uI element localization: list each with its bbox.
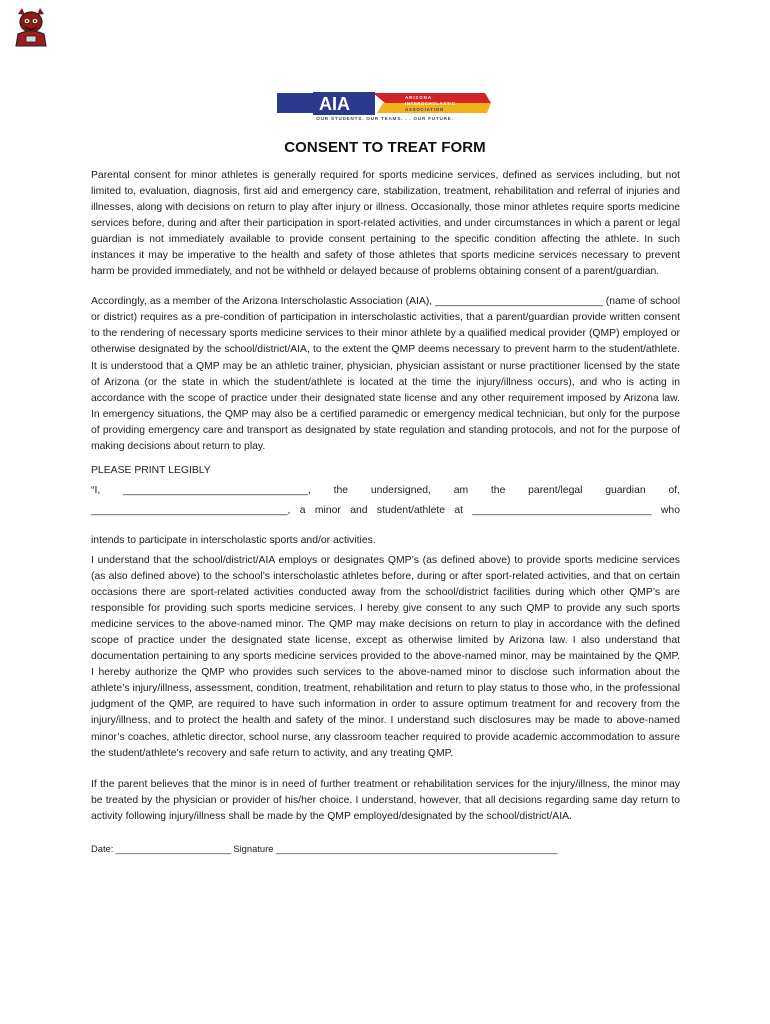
intro-paragraph: Parental consent for minor athletes is generally required for sports medicine services, defined as services including, but not limited to, evaluation, diagnosis, first aid and emergency care, stabilization, treatment, rehabilitation and referral of injuries and illnesses, along with decisions on return to play after injury or illness. Occasionally, those minor athletes require sports medicine services before, during and after their participation in sport-related activities, and under circumstances in which a parent or legal guardian is not immediately available to provide consent pertaining to the specific condition affecting the athlete. In such instances it may be imperative to the health and safety of those athletes that sports medicine services necessary to prevent harm be provided immediately, and not be withheld or delayed because of problems obtaining consent of a parent/guardian. xyxy=(91,170,680,278)
intends-line: intends to participate in interscholastic sports and/or activities. xyxy=(91,534,376,546)
membership-paragraph: Accordingly, as a member of the Arizona Interscholastic Association (AIA), _____________________________ (name of school or district) requires as a pre-condition of participation in interscholastic activities, that a parent/guardian provide written consent to the rendering of necessary sports medicine services to their minor athlete by a qualified medical provider (QMP) employed or otherwise designated by the school/district/AIA, to the extent the QMP deems necessary to prevent harm to the student/athlete. It is understood that a QMP may be an athletic trainer, physician, physician assistant or nurse practitioner licensed by the state of Arizona (or the state in which the student/athlete is located at the time the injury/illness occurs), and who is acting in accordance with the scope of practice under their designated state license and any other requirement imposed by Arizona law. In emergency situations, the QMP may also be a certified paramedic or emergency medical technician, but only for the purpose of providing emergency care and transport as designated by state regulation and standing protocols, and not for the purpose of making decisions about return to play. xyxy=(91,296,680,452)
form-title: CONSENT TO TREAT FORM xyxy=(284,139,486,156)
print-legibly-label: PLEASE PRINT LEGIBLY xyxy=(91,464,211,476)
aia-logo-text: AIA xyxy=(319,94,350,114)
aia-org-line-3: ASSOCIATION xyxy=(405,107,444,112)
guardian-name-line[interactable]: “I, ________________________________, the undersigned, am the parent/legal guardian of, xyxy=(91,484,680,496)
further-treatment-paragraph: If the parent believes that the minor is in need of further treatment or rehabilitation services for the injury/illness, the minor may be treated by the physician or provider of his/her choice. I understand, however, that all decisions regarding same day return to activity following injury/illness shall be made by the QMP employed/designated by the school/district/AIA. xyxy=(91,778,680,822)
mascot-logo-icon xyxy=(12,6,50,48)
aia-org-line-1: ARIZONA xyxy=(405,95,433,100)
minor-name-school-line[interactable]: __________________________________, a minor and student/athlete at _______________________________ who xyxy=(91,504,680,516)
form-body xyxy=(91,168,680,857)
aia-tagline: OUR STUDENTS. OUR TEAMS. . . OUR FUTURE. xyxy=(316,116,454,121)
date-signature-line[interactable]: Date: ______________________ Signature ______________________________________________________ xyxy=(91,842,558,854)
aia-org-line-2: INTERSCHOLASTIC xyxy=(405,101,456,106)
understanding-paragraph: I understand that the school/district/AIA employs or designates QMP’s (as defined above) to provide sports medicine services (as also defined above) to the school’s interscholastic athletes before, during or after sport-related activities, and that on certain occasions there are sport-related activities conducted away from the school/district facilities during which other QMP’s are responsible for providing such sports medicine services. I hereby give consent to any such QMP to provide any such sports medicine services to the above-named minor. The QMP may make decisions on return to play in accordance with the defined scope of practice under the designated state license, except as otherwise limited by Arizona law. I also understand that documentation pertaining to any sports medicine services provided to the above-named minor, may be maintained by the QMP. I hereby authorize the QMP who provides such services to the above-named minor to disclose such information about the athlete’s injury/illness, assessment, condition, treatment, rehabilitation and return to play status to those who, in the professional judgment of the QMP, are required to have such information in order to assure optimum treatment for and recovery from the injury/illness, and to protect the health and safety of the minor. I understand such disclosures may be made to above-named minor’s coaches, athletic director, school nurse, any classroom teacher required to provide academic accommodation to assure the student/athlete’s recovery and safe return to activity, and any treating QMP. xyxy=(91,554,680,759)
